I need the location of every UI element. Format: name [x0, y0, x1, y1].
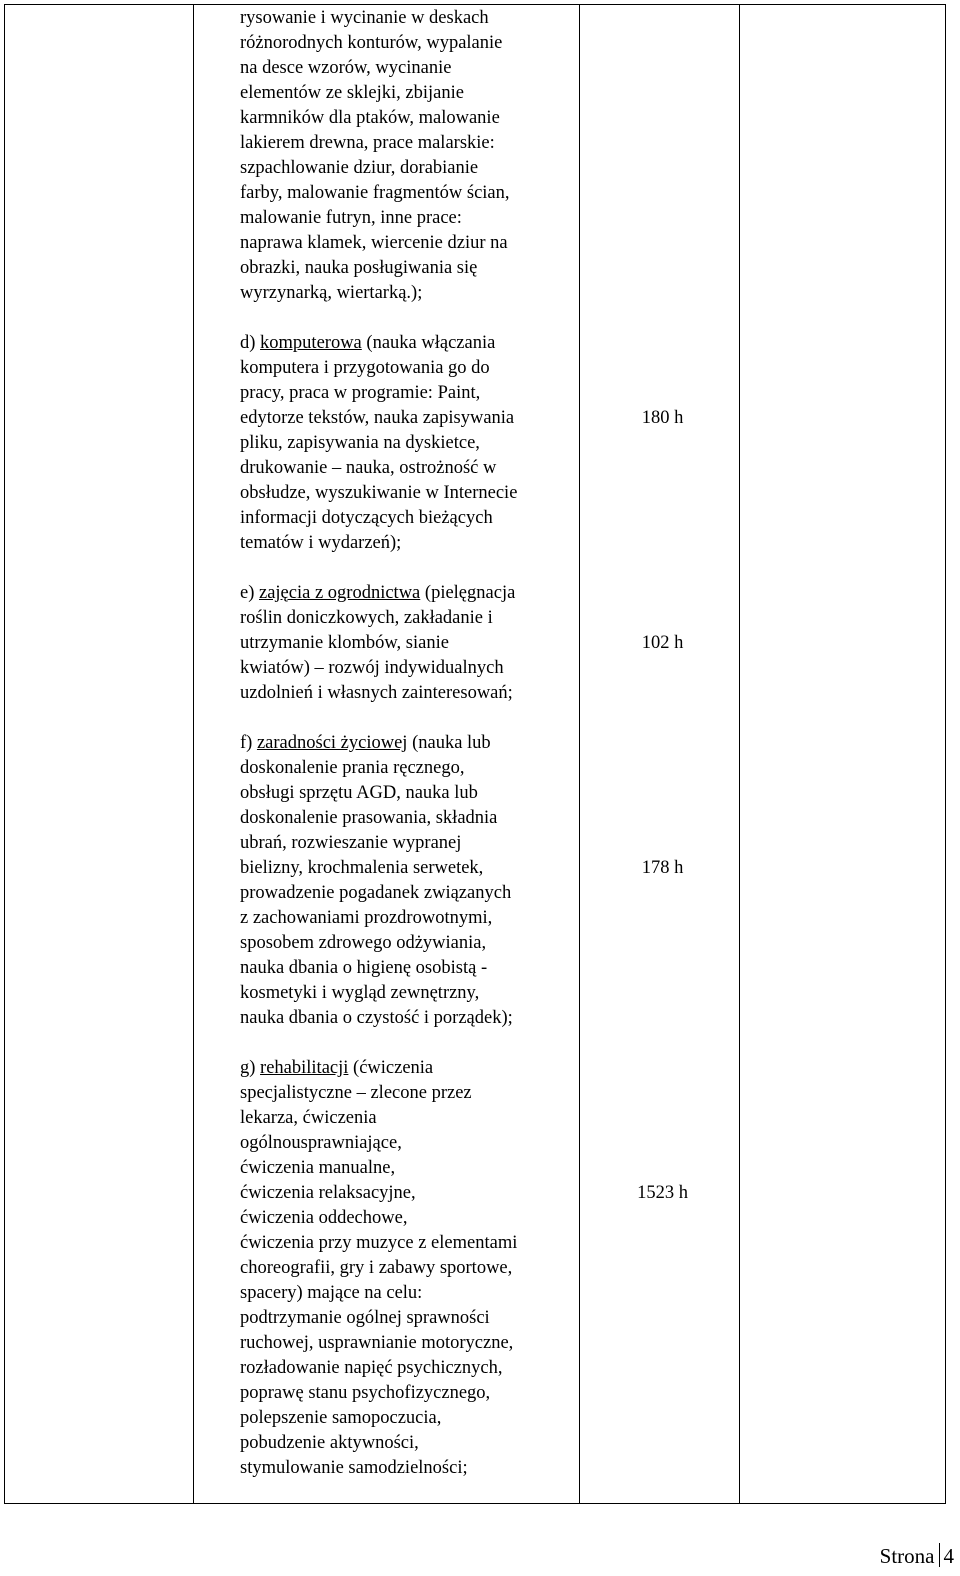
column-divider [739, 5, 740, 1503]
schedule-table [4, 4, 946, 1504]
activity-rehabilitation: g) rehabilitacji (ćwiczenia specjalistyczne – zlecone przez lekarza, ćwiczenia ogólnousprawniające, ćwiczenia manualne, ćwiczenia relaksacyjne, ćwiczenia oddechowe, ćwiczenia przy muzyce z elementami choreografii, gry i zabawy sportowe, spacery) mające na celu: podtrzymanie ogólnej sprawności ruchowej, usprawnianie motoryczne, rozładowanie napięć psychicznych, poprawę stanu psychofizycznego, polepszenie samopoczucia, pobudzenie aktywności, stymulowanie samodzielności; [240, 1058, 518, 1478]
activity-intro-text: rysowanie i wycinanie w deskach różnorodnych konturów, wypalanie na desce wzorów, wycinanie elementów ze sklejki, zbijanie karmników dla ptaków, malowanie lakierem drewna, prace malarskie: szpachlowanie dziur, dorabianie farby, malowanie fragmentów ścian, malowanie futryn, inne prace: naprawa klamek, wiercenie dziur na obrazki, nauka posługiwania się wyrzynarką, wiertarką.); [240, 8, 510, 303]
footer-label: Strona [879, 1544, 935, 1568]
hours-rehabilitation: 1523 h [637, 1183, 688, 1203]
activity-topic: komputerowa [260, 333, 362, 353]
activity-computer: d) komputerowa (nauka włączania komputera i przygotowania go do pracy, praca w programie: Paint, edytorze tekstów, nauka zapisywania pliku, zapisywania na dyskietce, drukowanie – nauka, ostrożność w obsłudze, wyszukiwanie w Internecie informacji dotyczących bieżących tematów i wydarzeń); [240, 333, 518, 553]
footer-divider [939, 1543, 940, 1567]
activity-topic: zaradności życiowej [256, 733, 408, 753]
activity-topic: zajęcia z ogrodnictwa [259, 583, 421, 603]
column-divider [193, 5, 194, 1503]
hours-life-skills: 178 h [641, 858, 684, 878]
hours-gardening: 102 h [641, 633, 684, 653]
activity-topic: rehabilitacji [260, 1058, 349, 1078]
activity-life-skills: f) zaradności życiowej (nauka lub doskonalenie prania ręcznego, obsługi sprzętu AGD, nauka lub doskonalenie prasowania, składnia ubrań, rozwieszanie wypranej bielizny, krochmalenia serwetek, prowadzenie pogadanek związanych z zachowaniami prozdrowotnymi, sposobem zdrowego odżywiania, nauka dbania o higienę osobistą - kosmetyki i wygląd zewnętrzny, nauka dbania o czystość i porządek); [240, 733, 513, 1028]
hours-computer: 180 h [641, 408, 684, 428]
activity-gardening: e) zajęcia z ogrodnictwa (pielęgnacja roślin doniczkowych, zakładanie i utrzymanie klombów, sianie kwiatów) – rozwój indywidualnych uzdolnień i własnych zainteresowań; [240, 583, 516, 703]
page-number: 4 [943, 1544, 954, 1568]
page-footer [880, 1542, 954, 1570]
